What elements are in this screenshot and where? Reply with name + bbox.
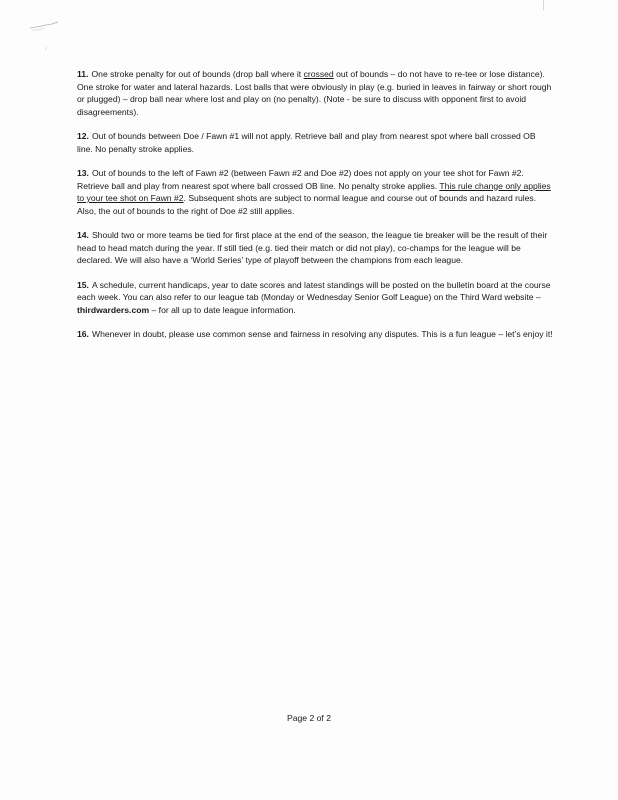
rule-text: . Subsequent shots are subject to normal league and course out of bounds and hazard rules. Also, the out of bounds to the right of Doe #2 still applies. — [77, 193, 537, 216]
rule-item — [77, 68, 553, 118]
scan-artifact-edge — [543, 0, 544, 10]
rule-number: 12. — [77, 131, 89, 141]
rule-text: A schedule, current handicaps, year to date scores and latest standings will be posted on the bulletin board at the course each week. You can also refer to our league tab (Monday or Wednesday Senior Golf League) on the Third Ward website – — [77, 279, 551, 302]
page-number: Page 2 of 2 — [287, 713, 331, 723]
rule-item — [77, 167, 553, 217]
rule-number: 13. — [77, 168, 89, 178]
rules-list — [77, 68, 553, 353]
rule-text: – for all up to date league information. — [149, 304, 296, 315]
rule-text: This rule change only applies to your tee shot on Fawn #2 — [77, 180, 551, 203]
rule-text: crossed — [303, 69, 334, 79]
rule-number: 16. — [77, 329, 89, 339]
rule-item — [77, 130, 553, 155]
rule-number: 11. — [77, 69, 89, 79]
rule-number: 15. — [77, 279, 89, 290]
rule-text: out of bounds – do not have to re-tee or lose distance). One stroke for water and lateral hazards. Lost balls that were obviously in play (e.g. buried in leaves in fairway or short rough or plugged) – drop ball near where lost and play on (no penalty). (Note - be sure to discuss with opponent first to avoid disagreements). — [77, 69, 552, 117]
website-link-text: thirdwarders.com — [77, 304, 150, 315]
rule-text: Out of bounds to the left of Fawn #2 (between Fawn #2 and Doe #2) does not apply on your tee shot for Fawn #2. Retrieve ball and play from nearest spot where ball crossed OB line. No penalty stroke applies. — [77, 168, 524, 191]
rule-text: Whenever in doubt, please use common sense and fairness in resolving any disputes. This is a fun league – let’s enjoy it! — [91, 329, 553, 339]
rule-item — [77, 279, 553, 317]
rule-item — [77, 229, 553, 267]
rule-number: 14. — [77, 230, 89, 240]
rule-text: One stroke penalty for out of bounds (drop ball where it — [91, 69, 304, 79]
rule-text: Should two or more teams be tied for first place at the end of the season, the league tie breaker will be the result of their head to head match during the year. If still tied (e.g. tied their match or did not play), co-champs for the league will be declared. We will also have a ‘World Series’ type of playoff between the champions from each league. — [77, 230, 548, 265]
rule-text: Out of bounds between Doe / Fawn #1 will not apply. Retrieve ball and play from nearest spot where ball crossed OB line. No penalty stroke applies. — [77, 131, 536, 154]
scan-artifact-mark — [24, 14, 64, 54]
rule-item — [77, 328, 553, 341]
